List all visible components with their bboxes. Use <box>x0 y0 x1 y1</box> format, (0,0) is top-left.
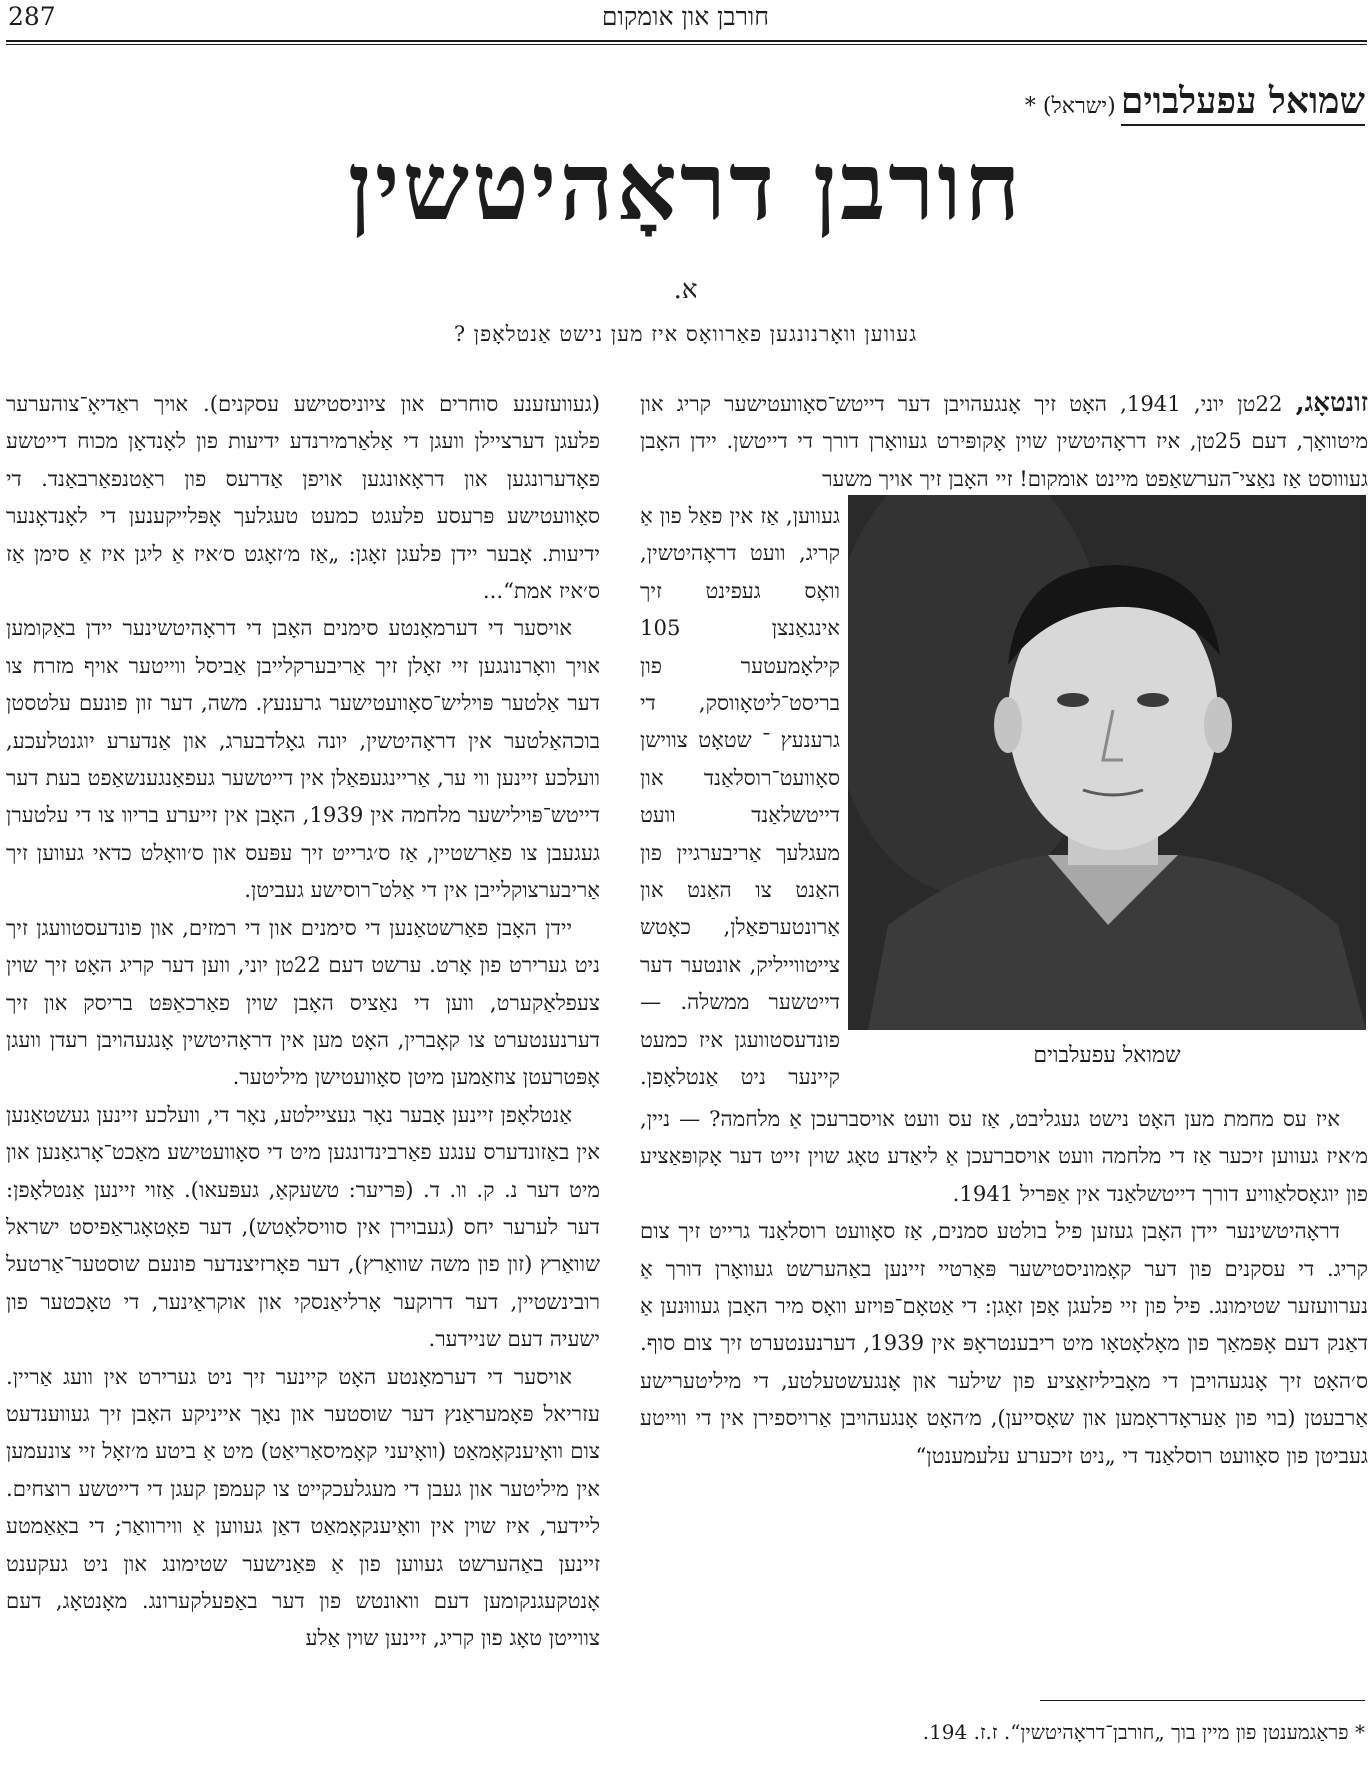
right-ear <box>1204 697 1232 753</box>
author-photo <box>848 495 1366 1030</box>
left-paragraph: אויסער די דערמאָנטע סימנים האָבן די דראָהיטשינער יידן באַקומען אויך וואָרנונגען זיי זאָלן זיך אַריבערקלייבן אַביסל ווייטער אויף מזרח צו דער אַלטער פּויליש־סאָוועטישער גרענעץ. משה, דער זון פונעם עלטסטן בוכהאַלטער אין דראָהיטשין, יונה גאָלדבערג, און אַנדערע יוגנטלעכע, וועלכע זיינען ווי ער, אַריינגעפאַלן אין דייטשער געפאַנגענשאַפט בעת דער דייטש־פּוילישער מלחמה אין 1939, האָבן אין זייערע בריוו צו די עלטערן געגעבן צו פאַרשטיין, אַז ס׳גרייט זיך עפּעס און ס׳וואָלט כדאי געווען זיך אַריבערצוקלייבן אין די אַלט־רוסישע געביטן. <box>6 615 600 903</box>
left-paragraph: אַנטלאָפן זיינען אָבער נאָר געציילטע, נאָר די, וועלכע זיינען געשטאַנען אין באַזונדערס ענגע פאַרבינדונגען מיט די סאָוועטישע מאַכט־אָרגאַנען און מיט דער נ. ק. וו. ד. (פּריער: טשעקאַ, געפּעאו). אַזוי זיינען אַנטלאָפן: דער לערער יחס (געבוירן אין סוויסלאָטש), דער פאָטאָגראַפיסט ישראל שוואַרץ (זון פון משה שוואַרץ), דער פאָרזיצנדער פונעם שוסטער־אַרטעל רובינשטיין, דער דרוקער אָרליאַנסקי און אוקראַינער, די טאָכטער פון ישעיה דעם שניידער. <box>6 1101 600 1352</box>
running-title: חורבן און אומקום <box>601 2 770 31</box>
running-head <box>8 0 1363 38</box>
right-column-bottom <box>640 1100 1368 1680</box>
left-eye <box>1057 693 1089 707</box>
right-column-top-text: 22טן יוני, 1941, האָט זיך אָנגעהויבן דער דייטש־סאָוועטישער קריג און מיטוואָך, דעם 25טן, איז דראָהיטשין שוין אָקופּירט געוואָרן דורך די דייטשן. יידן האָבן געוווסט אַז נאַצי־הערשאַפט מיינט אומקום! זיי האָבן זיך אויך משער <box>640 391 1368 491</box>
narrow-column-text: געווען, אַז אין פאַל פון אַ קריג, וועט דראָהיטשין, וואָס געפינט זיך אינגאַנצן 105 קילאָמעטער פון בריסט־ליטאָווסק, די גרענעץ ־ שטאָט צווישן סאָוועט־רוסלאַנד און דייטשלאַנד וועט מעגלעך אַריבערגיין פון האַנט צו האַנט און אַרונטערפאַלן, כאָטש צייטווייליק, אונטער דער דייטשער ממשלה. — פונדעסטוועגן איז כמעט קיינער ניט אַנטלאָפן. <box>640 503 840 1090</box>
right-eye <box>1137 693 1169 707</box>
author-name: שמואל עפעלבוים <box>1121 80 1365 126</box>
left-ear <box>994 697 1022 753</box>
byline <box>1025 80 1365 122</box>
opening-word: זונטאָג, <box>1295 388 1368 418</box>
footnote: * פראַגמענטן פון מיין בוך „חורבן־דראָהיטשין“. ז.ז. 194. <box>922 1720 1365 1744</box>
footnote-rule <box>1040 1700 1365 1701</box>
right-paragraph: איז עס מחמת מען האָט נישט געגליבט, אַז עס וועט אויסברעכן אַ מלחמה? — ניין, מ׳איז געווען זיכער אַז די מלחמה וועט אויסברעכן אַ ליאַדע טאָג שוין זייט דער אָקופּאַציע פון יוגאָסלאַוויע דורך דייטשלאַנד אין אַפּריל 1941. <box>640 1106 1368 1206</box>
portrait-image <box>848 495 1366 1030</box>
left-paragraph: יידן האָבן פאַרשטאַנען די סימנים און די רמזים, און פונדעסטוועגן זיך ניט גערירט פון אָרט. ערשט דעם 22טן יוני, ווען דער קריג האָט זיך שוין צעפלאַקערט, ווען די נאַציס האָבן שוין פאַרכאַפּט בריסק און זיך דערנענטערט צו קאָברין, האָט מען אין דראָהיטשין אָנגעהויבן רעדן וועגן אָפּטרעטן צוזאַמען מיטן סאָוועטישן מיליטער. <box>6 914 600 1090</box>
right-paragraph: דראָהיטשינער יידן האָבן געזען פיל בולטע סמנים, אַז סאָוועט רוסלאַנד גרייט זיך צום קריג. די עסקנים פון דער קאָמוניסטישער פּאַרטיי זיינען באַהערשט געוואָרן דורך אַ נערוועזער שטימונג. פיל פון זיי פלעגן אָפן זאָגן: די אַטאָם־פּויזע וואָס מיר האָבן געוווּנען אַ דאַנק דעם אָפּמאַך פון מאָלאָטאָו מיט ריבענטראָפּ אין 1939, דערנענטערט זיך צום סוף. ס׳האָט זיך אָנגעהויבן די מאָביליזאַציע פון שילער און אָנגעשטעלטע, די מיליטערישע אַרבעטן (בוי פון אַעראָדראָמען און שאָסייען), מ׳האָט אָנגעהויבן אַרויספירן אין די ווייטע געביטן פון סאָוועט רוסלאַנד די „ניט זיכערע עלעמענטן“ <box>640 1218 1368 1468</box>
left-paragraph: (געוועזענע סוחרים און ציוניסטישע עסקנים). אויך ראַדיאָ־צוהערער פלעגן דערציילן וועגן די אַלאַרמירנדע ידיעות פון לאָנדאָן מכוח דייטשע פאָדערונגען און דראָאונגען אויפן אַדרעס פון ראַטנפאַרבאַנד. די סאָוועטישע פּרעסע פלעגט כמעט טעגלעך אָפּלייקענען די לאָנדאָנער ידיעות. אָבער יידן פלעגן זאָגן: „אַז מ׳זאָגט ס׳איז אַ ליגן איז אַ סימן אַז ס׳איז אמת“... <box>6 391 600 604</box>
author-origin: (ישראל) * <box>1024 94 1116 119</box>
left-paragraph: אויסער די דערמאָנטע האָט קיינער זיך ניט גערירט אין וועג אַריין. עזריאל פּאָמעראַנץ דער שוסטער און נאָך אייניקע האָבן זיך געווענדעט צום וואָיענקאָמאַט (וואָיעני קאָמיסאַריאַט) מיט אַ ביטע מ׳זאָל זיי צונעמען אין מיליטער און געבן די מעגלעכקייט צו קעמפן קעגן די דייטשע רוצחים. ליידער, איז שוין אין וואָיענקאָמאַט דאַן געווען אַ ווירוואַר; די באַאַמטע זיינען באַהערשט געווען פון אַ פּאַנישער שטימונג און ניט געקענט אָנטקעגנקומען דעם וואונטש פון דער באַפעלקערונג. מאָנטאָג, דעם צווייטן טאָג פון קריג, זיינען שוין אַלע <box>6 1363 600 1651</box>
section-subtitle: געווען וואָרנונגען פאַרוואָס איז מען נישט אַנטלאָפן ? <box>453 322 918 346</box>
photo-caption: שמואל עפעלבוים <box>1033 1043 1181 1068</box>
right-column-top <box>640 385 1368 495</box>
page-number: 287 <box>8 2 56 31</box>
header-rule <box>6 40 1367 45</box>
left-column <box>6 385 600 1770</box>
section-mark: א. <box>673 275 698 305</box>
right-column-narrow <box>640 497 840 1103</box>
article-title: חורבן דראָהיטשין <box>347 132 1024 242</box>
